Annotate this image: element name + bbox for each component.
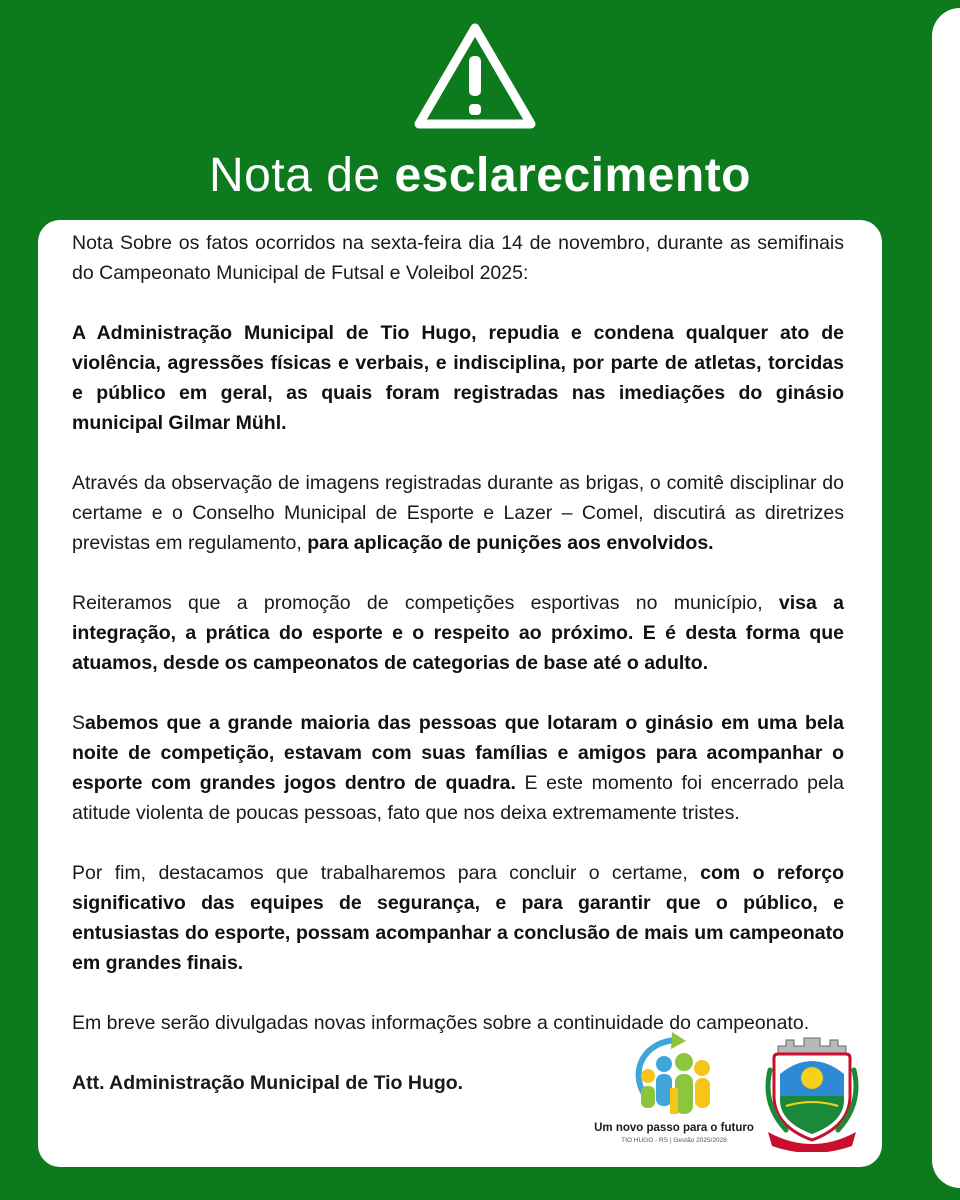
paragraph-2 bbox=[72, 468, 844, 558]
paragraph-3-regular: Reiteramos que a promoção de competições esportivas no município, bbox=[72, 592, 763, 614]
municipal-crest-icon bbox=[764, 1034, 860, 1152]
intro-paragraph: Nota Sobre os fatos ocorridos na sexta-feira dia 14 de novembro, durante as semifinais do Campeonato Municipal de Futsal e Voleibol 2025: bbox=[72, 232, 844, 284]
note-body bbox=[72, 228, 844, 1128]
administration-subline: TIO HUGO - RS | Gestão 2025/2028 bbox=[621, 1137, 727, 1144]
page-title bbox=[0, 146, 960, 206]
paragraph-4-initial: S bbox=[72, 712, 86, 734]
title-bold: esclarecimento bbox=[394, 149, 751, 202]
paragraph-5 bbox=[72, 858, 844, 978]
paragraph-6: Em breve serão divulgadas novas informações sobre a continuidade do campeonato. bbox=[72, 1012, 810, 1034]
paragraph-4-regular: E este momento foi encerrado pela atitude violenta de poucas pessoas, fato que nos deixa extremamente tristes. bbox=[72, 772, 845, 824]
paragraph-2-regular: Através da observação de imagens registradas durante as brigas, o comitê disciplinar do certame e o Conselho Municipal de Esporte e Lazer – Comel, discutirá as diretrizes previstas em regulamento, bbox=[72, 472, 844, 554]
family-logo-icon bbox=[624, 1032, 724, 1122]
paragraph-1-bold: A Administração Municipal de Tio Hugo, repudia e condena qualquer ato de violência, agressões físicas e verbais, e indisciplina, por parte de atletas, torcidas e público em geral, as quais foram registradas nas imediações do ginásio municipal Gilmar Mühl. bbox=[72, 322, 844, 434]
paragraph-4 bbox=[72, 708, 844, 828]
paragraph-5-regular: Por fim, destacamos que trabalharemos para concluir o certame, bbox=[72, 862, 688, 884]
paragraph-5-bold: com o reforço significativo das equipes de segurança, e para garantir que o público, e entusiastas do esporte, possam acompanhar a conclusão de mais um campeonato em grandes finais. bbox=[72, 862, 845, 974]
paragraph-2-bold: para aplicação de punições aos envolvidos. bbox=[307, 532, 714, 554]
paragraph-3-bold: visa a integração, a prática do esporte e o respeito ao próximo. E é desta forma que atuamos, desde os campeonatos de categorias de base até o adulto. bbox=[72, 592, 844, 674]
program-logo bbox=[594, 1032, 754, 1152]
note-card bbox=[38, 220, 882, 1167]
warning-icon bbox=[413, 20, 537, 132]
paragraph-3 bbox=[72, 588, 844, 678]
paragraph-1 bbox=[72, 318, 844, 438]
signature: Att. Administração Municipal de Tio Hugo. bbox=[72, 1072, 464, 1094]
title-light: Nota de bbox=[209, 149, 381, 202]
slogan: Um novo passo para o futuro bbox=[594, 1122, 754, 1134]
paragraph-4-bold: abemos que a grande maioria das pessoas que lotaram o ginásio em uma bela noite de competição, estavam com suas famílias e amigos para acompanhar o esporte com grandes jogos dentro de quadra. bbox=[72, 712, 844, 794]
